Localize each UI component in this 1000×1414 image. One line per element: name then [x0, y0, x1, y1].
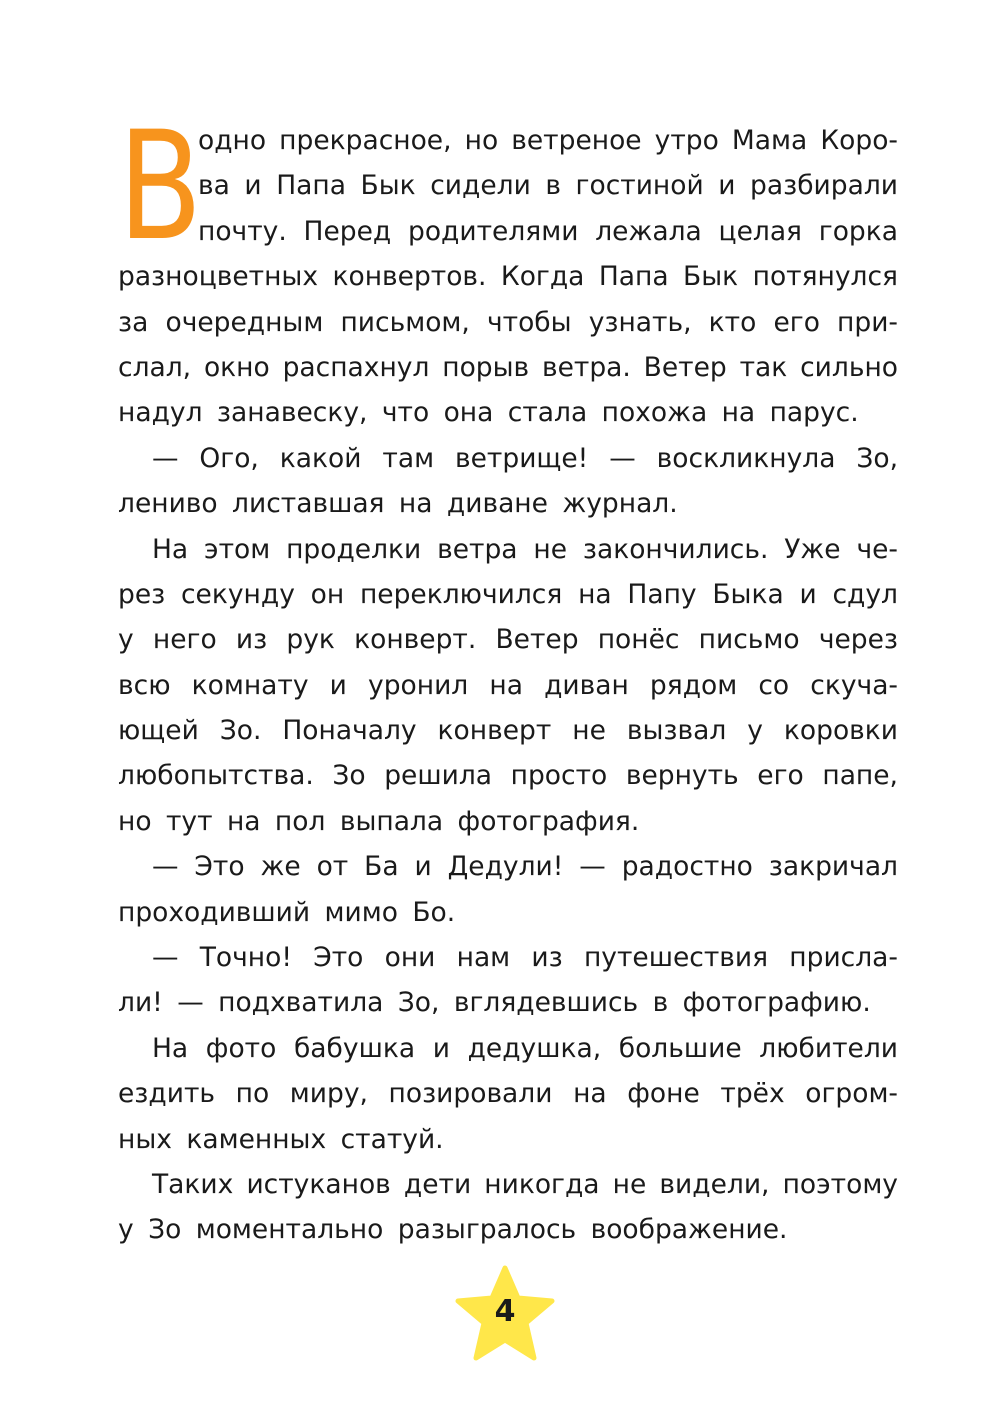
text-line: ли! — подхватила Зо, вглядевшись в фотографию.	[118, 987, 871, 1019]
text-line: надул занавеску, что она стала похожа на парус.	[118, 397, 859, 429]
page-number: 4	[494, 1294, 516, 1329]
text-line: ющей Зо. Поначалу конверт не вызвал у коровки	[118, 715, 898, 747]
text-line: Таких истуканов дети никогда не видели, поэтому	[152, 1168, 898, 1200]
text-line: проходивший мимо Бо.	[118, 896, 456, 928]
text-line: — Это же от Ба и Дедули! — радостно закричал	[152, 851, 898, 883]
text-line: ва и Папа Бык сидели в гостиной и разбирали	[198, 170, 898, 202]
text-line: На фото бабушка и дедушка, большие любители	[152, 1032, 898, 1064]
story-text	[118, 118, 898, 1253]
text-line: лениво листавшая на диване журнал.	[118, 488, 678, 520]
text-line: — Ого, какой там ветрище! — воскликнула Зо,	[152, 442, 898, 474]
text-line: — Точно! Это они нам из путешествия присла-	[152, 942, 898, 974]
text-line: разноцветных конвертов. Когда Папа Бык потянулся	[118, 261, 898, 293]
text-line: почту. Перед родителями лежала целая горка	[198, 215, 898, 247]
text-line: любопытства. Зо решила просто вернуть его папе,	[118, 760, 898, 792]
text-line: слал, окно распахнул порыв ветра. Ветер так сильно	[118, 351, 898, 383]
text-line: рез секунду он переключился на Папу Быка и сдул	[118, 578, 898, 610]
text-line: ездить по миру, позировали на фоне трёх огром-	[118, 1078, 898, 1110]
drop-cap-letter: В	[118, 100, 203, 274]
text-line: у него из рук конверт. Ветер понёс письмо через	[118, 624, 898, 656]
text-line: На этом проделки ветра не закончились. Уже че-	[152, 533, 898, 565]
text-line: одно прекрасное, но ветреное утро Мама Коро-	[198, 125, 898, 156]
text-line: у Зо моментально разыгралось воображение.	[118, 1214, 788, 1246]
page-number-marker	[452, 1264, 558, 1364]
text-line: но тут на пол выпала фотография.	[118, 805, 640, 837]
text-line: за очередным письмом, чтобы узнать, кто его при-	[118, 306, 898, 338]
text-line: всю комнату и уронил на диван рядом со скуча-	[118, 669, 898, 701]
text-line: ных каменных статуй.	[118, 1123, 444, 1155]
